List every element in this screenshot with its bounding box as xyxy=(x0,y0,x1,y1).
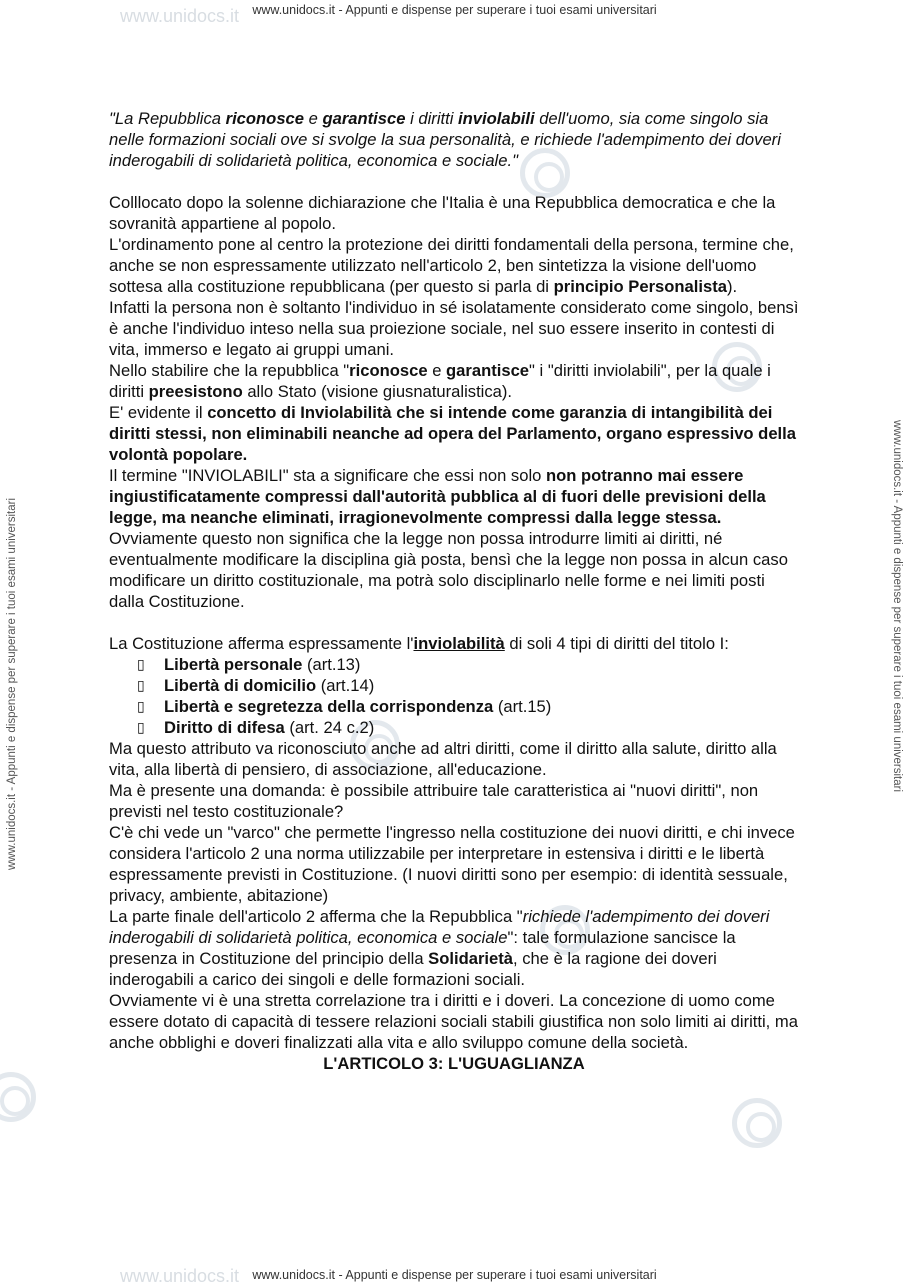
paragraph: L'ordinamento pone al centro la protezione dei diritti fondamentali della persona, termine che, anche se non espressamente utilizzato nell'articolo 2, ben sintetizza la visione dell'uomo sottesa alla costituzione repubblicana (per questo si parla di principio Personalista). xyxy=(109,235,794,296)
list-item: ▯ Diritto di difesa (art. 24 c.2) xyxy=(137,718,375,737)
paragraph: Infatti la persona non è soltanto l'individuo in sé isolatamente considerato come singolo, bensì è anche l'individuo inteso nella sua proiezione sociale, nel suo essere inserito in contesti di vita, immerso e legato ai gruppi umani. xyxy=(109,298,799,359)
rights-list xyxy=(109,654,799,738)
paragraph: Il termine "INVIOLABILI" sta a significare che essi non solo non potranno mai essere ingiustificatamente compressi dall'autorità pubblica al di fuori delle previsioni della legge, ma neanche eliminati, irragionevolmente compressi dalla legge stessa. xyxy=(109,466,766,527)
document-body xyxy=(109,108,799,1074)
bullet-icon: ▯ xyxy=(137,677,145,693)
paragraph: E' evidente il concetto di Inviolabilità che si intende come garanzia di intangibilità dei diritti stessi, non eliminabili neanche ad opera del Parlamento, organo espressivo della volontà popolare. xyxy=(109,403,796,464)
paragraph: Colllocato dopo la solenne dichiarazione che l'Italia è una Repubblica democratica e che la sovranità appartiene al popolo. xyxy=(109,193,776,233)
list-item: ▯ Libertà personale (art.13) xyxy=(137,655,361,674)
list-item: ▯ Libertà e segretezza della corrispondenza (art.15) xyxy=(137,697,552,716)
list-item: ▯ Libertà di domicilio (art.14) xyxy=(137,676,375,695)
bullet-icon: ▯ xyxy=(137,656,145,672)
watermark: www.unidocs.it xyxy=(120,6,240,26)
watermark-logo-icon xyxy=(0,1072,36,1122)
paragraph: Ma questo attributo va riconosciuto anche ad altri diritti, come il diritto alla salute, diritto alla vita, alla libertà di pensiero, di associazione, all'educazione. xyxy=(109,739,777,779)
watermark: www.unidocs.it xyxy=(120,1266,240,1286)
paragraph: Ovviamente vi è una stretta correlazione tra i diritti e i doveri. La concezione di uomo come essere dotato di capacità di tessere relazioni sociali stabili giustifica non solo limiti ai diritti, ma anche obblighi e doveri finalizzati alla vita e allo sviluppo comune della società. xyxy=(109,991,798,1052)
left-side-banner: www.unidocs.it - Appunti e dispense per superare i tuoi esami universitari xyxy=(6,497,18,870)
header-banner: www.unidocs.it - Appunti e dispense per superare i tuoi esami universitari xyxy=(252,3,657,17)
paragraph: Nello stabilire che la repubblica "riconosce e garantisce" i "diritti inviolabili", per la quale i diritti preesistono allo Stato (visione giusnaturalistica). xyxy=(109,361,771,401)
bullet-icon: ▯ xyxy=(137,698,145,714)
paragraph: C'è chi vede un "varco" che permette l'ingresso nella costituzione dei nuovi diritti, e chi invece considera l'articolo 2 una norma utilizzabile per interpretare in estensiva i diritti e le libertà espressamente previsti in Costituzione. (I nuovi diritti sono per esempio: di identità sessuale, privacy, ambiente, abitazione) xyxy=(109,823,795,905)
paragraph: La parte finale dell'articolo 2 afferma che la Repubblica "richiede l'adempimento dei doveri inderogabili di solidarietà politica, economica e sociale": tale formulazione sancisce la presenza in Costituzione del principio della Solidarietà, che è la ragione dei doveri inderogabili a carico dei singoli e delle formazioni sociali. xyxy=(109,907,770,989)
section-heading: L'ARTICOLO 3: L'UGUAGLIANZA xyxy=(323,1054,585,1073)
paragraph: Ma è presente una domanda: è possibile attribuire tale caratteristica ai "nuovi diritti", non previsti nel testo costituzionale? xyxy=(109,781,759,821)
watermark-logo-icon xyxy=(732,1098,782,1148)
paragraph: La Costituzione afferma espressamente l'inviolabilità di soli 4 tipi di diritti del titolo I: xyxy=(109,634,729,653)
footer-banner: www.unidocs.it - Appunti e dispense per superare i tuoi esami universitari xyxy=(252,1268,657,1282)
paragraph: Ovviamente questo non significa che la legge non possa introdurre limiti ai diritti, né eventualmente modificare la disciplina già posta, bensì che la legge non possa in alcun caso modificare un diritto costituzionale, ma potrà solo disciplinarlo nelle forme e nei limiti posti dalla Costituzione. xyxy=(109,529,788,611)
article-quote: "La Repubblica riconosce e garantisce i diritti inviolabili dell'uomo, sia come singolo sia nelle formazioni sociali ove si svolge la sua personalità, e richiede l'adempimento dei doveri inderogabili di solidarietà politica, economica e sociale." xyxy=(109,109,781,170)
right-side-banner: www.unidocs.it - Appunti e dispense per superare i tuoi esami universitari xyxy=(891,420,903,793)
bullet-icon: ▯ xyxy=(137,719,145,735)
